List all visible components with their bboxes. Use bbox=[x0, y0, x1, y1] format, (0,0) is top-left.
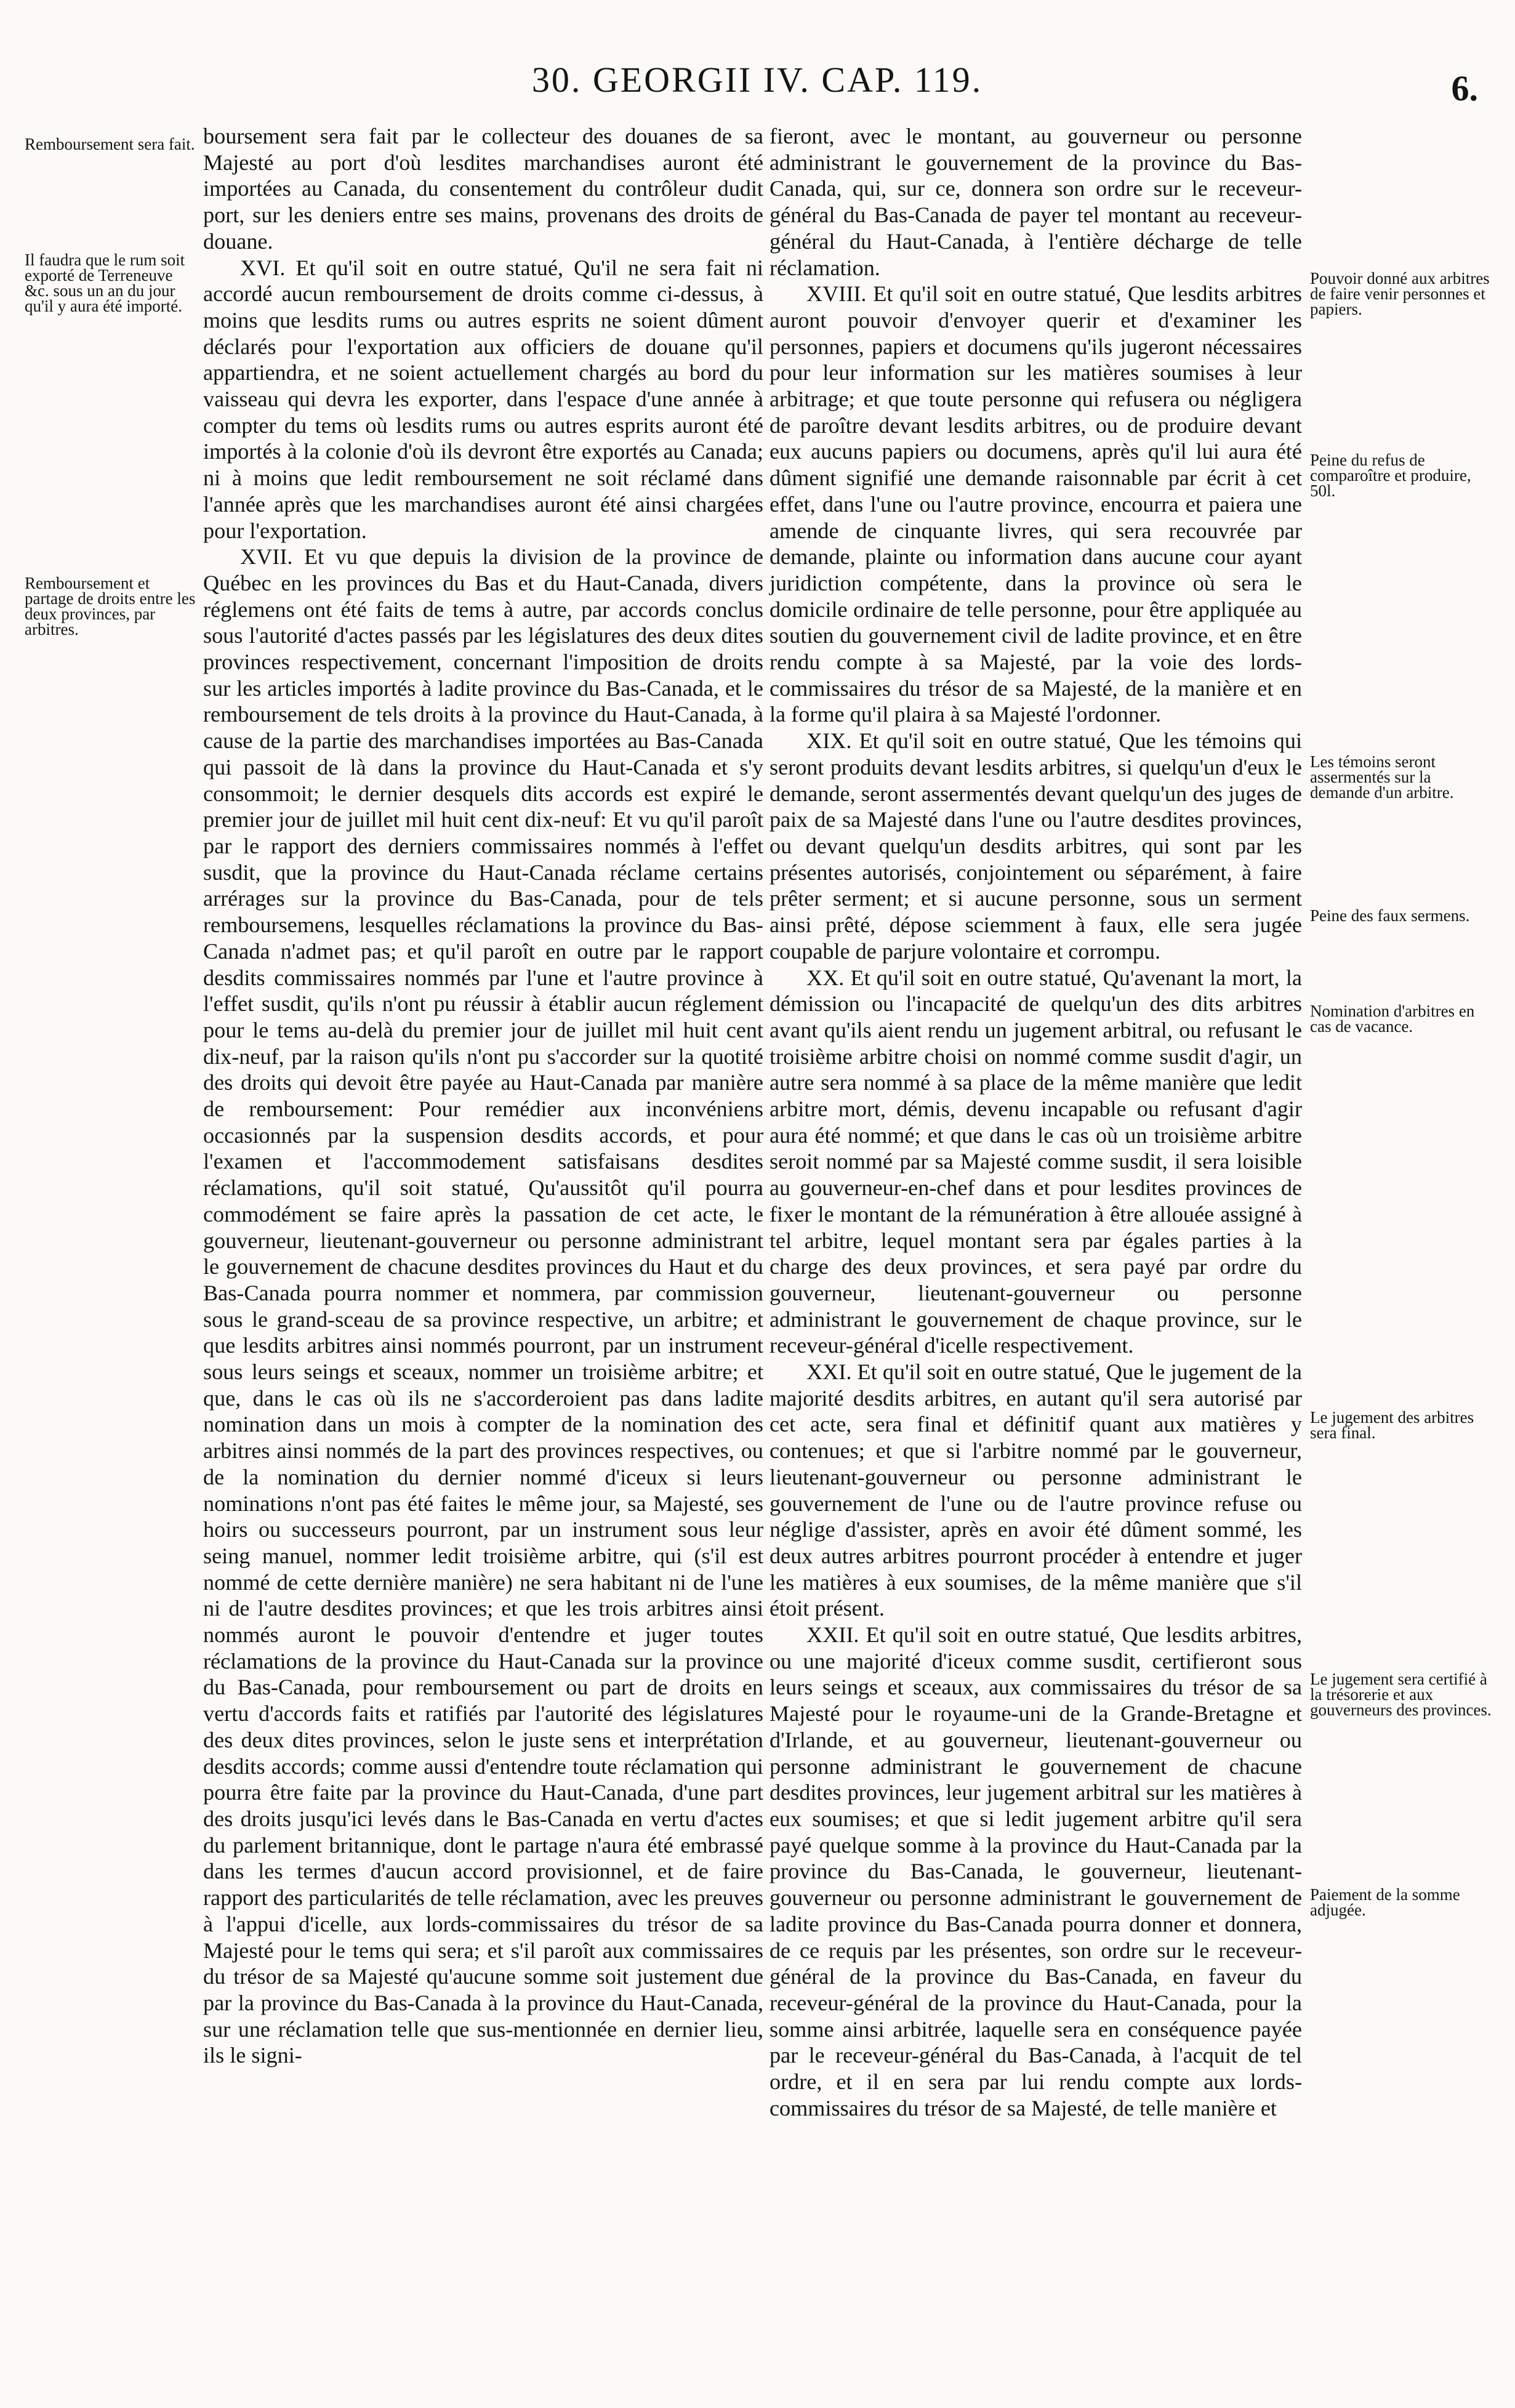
paragraph-continuation: boursement sera fait par le collecteur des douanes de sa Majesté au port d'où lesdites marchandises auront été importées au Canada, du consentement du contrôleur dudit port, sur les deniers entre ses mains, provenans des droits de douane. bbox=[203, 124, 763, 254]
margin-note-peine-refus: Peine du refus de comparoître et produire, 50l. bbox=[1310, 451, 1471, 500]
left-column bbox=[203, 123, 763, 2069]
right-column bbox=[770, 123, 1302, 2121]
section-xix: XIX. Et qu'il soit en outre statué, Que les témoins qui seront produits devant lesdits arbitres, si quelqu'un d'eux le demande, seront assermentés devant quelqu'un des juges de paix de sa Majesté dans l'une ou l'autre desdites provinces, ou devant quelqu'un desdits arbitres, qui sont par les présentes autorisés, conjointement ou séparément, à faire prêter serment; et si aucune personne, sous un serment ainsi prêté, dépose sciemment à faux, elle sera jugée coupable de parjure volontaire et corrompu. bbox=[770, 728, 1302, 964]
page-number: 6. bbox=[1451, 68, 1478, 108]
margin-note-remboursement: Remboursement sera fait. bbox=[25, 135, 195, 153]
section-xxii: XXII. Et qu'il soit en outre statué, Que lesdits arbitres, ou une majorité d'iceux comme susdit, certifieront sous leurs seings et sceaux, aux commissaires du trésor de sa Majesté pour le royaume-uni de la Grande-Bretagne et d'Irlande, et au gouverneur, lieutenant-gouverneur ou personne administrant le gouvernement de chacune desdites provinces, leur jugement arbitral sur les matières à eux soumises; et que si ledit jugement arbitre qu'il sera payé quelque somme à la province du Haut-Canada par la province du Bas-Canada, le gouverneur, lieutenant-gouverneur ou personne administrant le gouvernement de ladite province du Bas-Canada pourra donner et donnera, de ce requis par les présentes, son ordre sur le receveur-général de la province du Bas-Canada, en faveur du receveur-général de la province du Haut-Canada, pour la somme ainsi arbitrée, laquelle sera en conséquence payée par le receveur-général du Bas-Canada, à l'acquit de tel ordre, et il en sera par lui rendu compte aux lords-commissaires du trésor de sa Majesté, de telle manière et bbox=[770, 1622, 1302, 2120]
margin-note-jugement-certifie: Le jugement sera certifié à la trésorerie et aux gouverneurs des provinces. bbox=[1310, 1670, 1492, 1719]
margin-note-temoins: Les témoins seront assermentés sur la demande d'un arbitre. bbox=[1310, 752, 1454, 802]
margin-note-jugement-final: Le jugement des arbitres sera final. bbox=[1310, 1408, 1474, 1442]
section-xviii: XVIII. Et qu'il soit en outre statué, Que lesdits arbitres auront pouvoir d'envoyer querir et d'examiner les personnes, papiers et documens qu'ils jugeront nécessaires pour leur information sur les matières soumises à leur arbitrage; et que toute personne qui refusera ou négligera de paroître devant lesdits arbitres, ou de produire devant eux aucuns papiers ou documens, après qu'il lui aura été dûment signifié une demande raisonnable par écrit à cet effet, dans l'une ou l'autre province, encourra et paiera une amende de cinquante livres, qui sera recouvrée par demande, plainte ou information dans aucune cour ayant juridiction compétente, dans la province où sera le domicile ordinaire de telle personne, pour être appliquée au soutien du gouvernement civil de ladite province, et en être rendu compte à sa Majesté, par la voie des lords-commissaires du trésor de sa Majesté, de la manière et en la forme qu'il plaira à sa Majesté l'ordonner. bbox=[770, 281, 1302, 727]
running-header: 30. GEORGII IV. CAP. 119. bbox=[531, 60, 983, 100]
section-xxi: XXI. Et qu'il soit en outre statué, Que le jugement de la majorité desdits arbitres, en autant qu'il sera autorisé par cet acte, sera final et définitif quant aux matières y contenues; et que si l'arbitre nommé par le gouverneur, lieutenant-gouverneur ou personne administrant le gouvernement de l'une ou de l'autre province refuse ou néglige d'assister, après en avoir été dûment sommé, les deux autres arbitres pourront procéder à entendre et juger les matières à eux soumises, de la même manière que s'il étoit présent. bbox=[770, 1359, 1302, 1621]
margin-note-paiement: Paiement de la somme adjugée. bbox=[1310, 1885, 1460, 1919]
section-xvii: XVII. Et vu que depuis la division de la province de Québec en les provinces du Bas et du Haut-Canada, divers réglemens ont été faits de tems à autre, par accords conclus sous l'autorité d'actes passés par les législatures des deux dites provinces respectivement, concernant l'imposition de droits sur les articles importés à ladite province du Bas-Canada, et le remboursement de tels droits à la province du Haut-Canada, à cause de la partie des marchandises importées au Bas-Canada qui passoit de là dans la province du Haut-Canada et s'y consommoit; le dernier desquels dits accords est expiré le premier jour de juillet mil huit cent dix-neuf: Et vu qu'il paroît par le rapport des derniers commissaires nommés à l'effet susdit, que la province du Haut-Canada réclame certains arrérages sur la province du Bas-Canada, pour de tels remboursemens, lesquelles réclamations la province du Bas-Canada n'admet pas; et qu'il paroît en outre par le rapport desdits commissaires nommés par l'une et l'autre province à l'effet susdit, qu'ils n'ont pu réussir à établir aucun réglement pour le tems au-delà du premier jour de juillet mil huit cent dix-neuf, par la raison qu'ils n'ont pu s'accorder sur la quotité des droits qui devoit être payée au Haut-Canada par manière de remboursement: Pour remédier aux inconvéniens occasionnés par la suspension desdits accords, et pour l'examen et l'accommodement satisfaisans desdites réclamations, qu'il soit statué, Qu'aussitôt qu'il pourra commodément se faire après la passation de cet acte, le gouverneur, lieutenant-gouverneur ou personne administrant le gouvernement de chacune desdites provinces du Haut et du Bas-Canada pourra nommer et nommera, par commission sous le grand-sceau de sa province respective, un arbitre; et que lesdits arbitres ainsi nommés pourront, par un instrument sous leurs seings et sceaux, nommer un troisième arbitre; et que, dans le cas où ils ne s'accorderoient pas dans ladite nomination dans un mois à compter de la nomination des arbitres ainsi nommés de la part des provinces respectives, ou de la nomination du dernier nommé d'iceux si leurs nominations n'ont pas été faites le même jour, sa Majesté, ses hoirs ou successeurs pourront, par un instrument sous leur seing manuel, nommer ledit troisième arbitre, qui (s'il est nommé de cette dernière manière) ne sera habitant ni de l'une ni de l'autre desdites provinces; et que les trois arbitres ainsi nommés auront le pouvoir d'entendre et juger toutes réclamations de la province du Haut-Canada sur la province du Bas-Canada, pour remboursement ou part de droits en vertu d'accords faits et ratifiés par l'autorité des législatures des deux dites provinces, selon le juste sens et interprétation desdits accords; comme aussi d'entendre toute réclamation qui pourra être faite par la province du Haut-Canada, d'une part des droits jusqu'ici levés dans le Bas-Canada en vertu d'actes du parlement britannique, dont le partage n'aura été embrassé dans les termes d'aucun accord provisionnel, et de faire rapport des particularités de telle réclamation, avec les preuves à l'appui d'icelle, aux lords-commissaires du trésor de sa Majesté pour le tems qui sera; et s'il paroît aux commissaires du trésor de sa Majesté qu'aucune somme soit justement due par la province du Bas-Canada à la province du Haut-Canada, sur une réclamation telle que sus-mentionnée en dernier lieu, ils le signi- bbox=[203, 544, 763, 2068]
margin-note-vacance: Nomination d'arbitres en cas de vacance. bbox=[1310, 1002, 1475, 1036]
margin-note-partage-droits: Remboursement et partage de droits entre les deux provinces, par arbitres. bbox=[25, 574, 196, 638]
paragraph-continuation-right: fieront, avec le montant, au gouverneur ou personne administrant le gouvernement de la province du Bas-Canada, qui, sur ce, donnera son ordre sur le receveur-général du Bas-Canada de payer tel montant au receveur-général du Haut-Canada, à l'entière décharge de telle réclamation. bbox=[770, 124, 1302, 280]
margin-note-pouvoir-arbitres: Pouvoir donné aux arbitres de faire venir personnes et papiers. bbox=[1310, 269, 1490, 318]
margin-note-faux-sermens: Peine des faux sermens. bbox=[1310, 906, 1470, 925]
section-xvi: XVI. Et qu'il soit en outre statué, Qu'il ne sera fait ni accordé aucun remboursement de droits comme ci-dessus, à moins que lesdits rums ou autres esprits ne soient dûment déclarés pour l'exportation aux officiers de douane qu'il appartiendra, et ne soient actuellement chargés au bord du vaisseau qui devra les exporter, dans l'espace d'une année à compter du tems où lesdits rums ou autres esprits auront été importés à la colonie d'où ils devront être exportés au Canada; ni à moins que ledit remboursement ne soit réclamé dans l'année après que les marchandises auront été ainsi chargées pour l'exportation. bbox=[203, 255, 763, 543]
margin-note-rum-export: Il faudra que le rum soit exporté de Terreneuve &c. sous un an du jour qu'il y aura été importé. bbox=[25, 251, 185, 315]
section-xx: XX. Et qu'il soit en outre statué, Qu'avenant la mort, la démission ou l'incapacité de quelqu'un des dits arbitres avant qu'ils aient rendu un jugement arbitral, ou refusant le troisième arbitre choisi on nommé comme susdit d'agir, un autre sera nommé à sa place de la même manière que ledit arbitre mort, démis, devenu incapable ou refusant d'agir aura été nommé; et que dans le cas où un troisième arbitre seroit nommé par sa Majesté comme susdit, il sera loisible au gouverneur-en-chef dans et pour lesdites provinces de fixer le montant de la rémunération à être allouée assigné à tel arbitre, lequel montant sera par égales parties à la charge des deux provinces, et sera payé par ordre du gouverneur, lieutenant-gouverneur ou personne administrant le gouvernement de chaque province, sur le receveur-général d'icelle respectivement. bbox=[770, 965, 1302, 1358]
